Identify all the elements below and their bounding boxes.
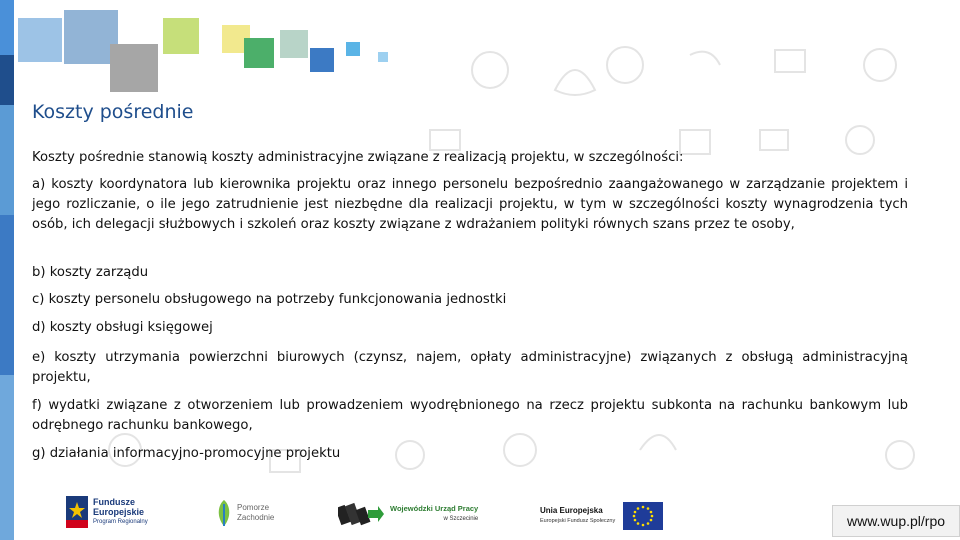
- website-url[interactable]: www.wup.pl/rpo: [832, 505, 960, 537]
- list-item-c: c) koszty personelu obsługowego na potrzeby funkcjonowania jednostki: [32, 292, 507, 307]
- fe-line1: Fundusze: [93, 497, 135, 507]
- fe-star-icon: [66, 496, 88, 528]
- ue-line1: Unia Europejska: [540, 506, 603, 515]
- truck-icon: [760, 130, 788, 150]
- list-item-e: e) koszty utrzymania powierzchni biurowych (czynsz, najem, opłaty administracyjne) związanych z obsługą administracyjną projektu,: [32, 350, 908, 385]
- list-item-b: b) koszty zarządu: [32, 265, 149, 280]
- logo-fundusze-europejskie: [66, 496, 148, 528]
- strip-segment: [0, 0, 14, 55]
- list-item-d: d) koszty obsługi księgowej: [32, 320, 213, 335]
- deco-square: [18, 18, 62, 62]
- leaf-icon: [690, 52, 720, 65]
- list-item-g: g) działania informacyjno-promocyjne projektu: [32, 446, 341, 461]
- display-icon: [430, 130, 460, 150]
- leaf-icon: [555, 70, 595, 95]
- pomorze-leaf-icon: [215, 498, 233, 528]
- globe-icon: [607, 47, 643, 83]
- wup-arrow-icon: [338, 500, 384, 528]
- recycle-icon: [472, 52, 508, 88]
- ue-line2: Europejski Fundusz Społeczny: [540, 518, 616, 524]
- pz-line2: Zachodnie: [237, 513, 275, 522]
- fe-line2: Europejskie: [93, 507, 145, 517]
- wup-line1: Wojewódzki Urząd Pracy: [390, 504, 479, 513]
- deco-square: [110, 44, 158, 92]
- left-color-strip: [0, 0, 14, 540]
- deco-square: [163, 18, 199, 54]
- chat-icon: [864, 49, 896, 81]
- strip-segment: [0, 215, 14, 375]
- eu-flag-icon: [623, 502, 663, 530]
- intro-text: Koszty pośrednie stanowią koszty administracyjne związane z realizacją projektu, w szczególności:: [32, 150, 684, 165]
- deco-square: [244, 38, 274, 68]
- strip-segment: [0, 55, 14, 105]
- wup-line2: w Szczecinie: [443, 516, 479, 522]
- logo-unia-europejska: [540, 502, 663, 530]
- deco-square: [346, 42, 360, 56]
- deco-square: [310, 48, 334, 72]
- logo-wup: [338, 500, 478, 528]
- list-item-a: a) koszty koordynatora lub kierownika projektu oraz innego personelu bezpośrednio zaangażowanego w zarządzanie projektem i jego rozliczanie, o ile jego zatrudnienie jest niezbędne dla realizacji projektu, w tym w szczególności koszty wynagrodzenia tych osób, ich delegacji służbowych i szkoleń oraz koszty związane z wdrażaniem polityki równych szans przez te osoby,: [32, 177, 908, 232]
- logo-pomorze-zachodnie: [215, 498, 274, 528]
- strip-segment: [0, 105, 14, 215]
- list-item-f: f) wydatki związane z otworzeniem lub prowadzeniem wyodrębnionego na rzecz projektu subkonta na rachunku bankowym lub odrębnego rachunku bankowego,: [32, 398, 908, 433]
- page-title: Koszty pośrednie: [32, 101, 194, 123]
- pz-line1: Pomorze: [237, 503, 270, 512]
- fe-line3: Program Regionalny: [93, 519, 148, 525]
- deco-square: [280, 30, 308, 58]
- deco-square: [378, 52, 388, 62]
- book-icon: [775, 50, 805, 72]
- footer-logos: [0, 490, 960, 540]
